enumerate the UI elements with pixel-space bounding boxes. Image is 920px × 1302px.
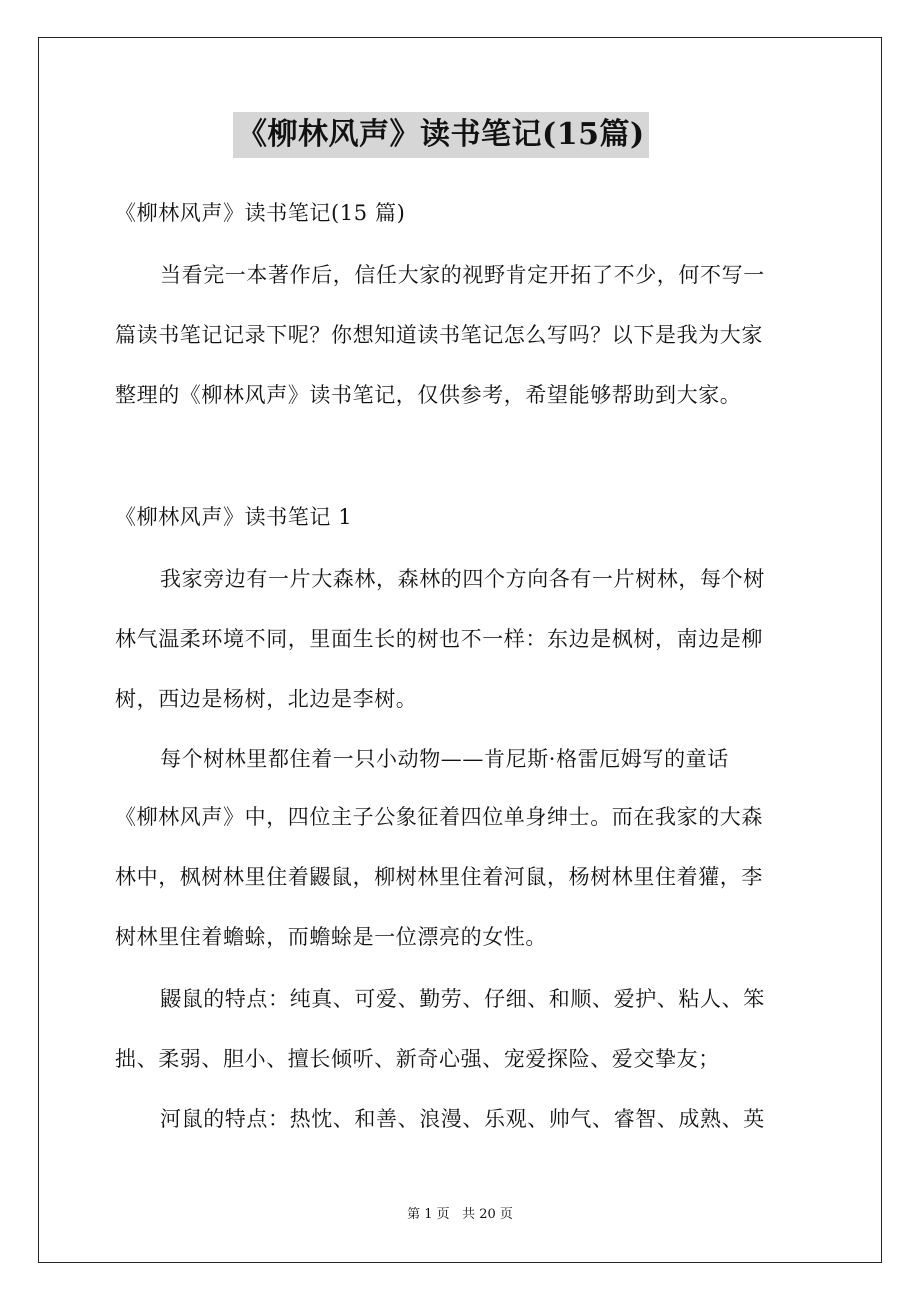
para1-line-2: 林气温柔环境不同，里面生长的树也不一样：东边是枫树，南边是柳 (115, 627, 763, 651)
section-heading-1: 《柳林风声》读书笔记 1 (115, 505, 353, 529)
intro-line-3: 整理的《柳林风声》读书笔记，仅供参考，希望能够帮助到大家。 (115, 383, 742, 407)
intro-line-2: 篇读书笔记记录下呢？你想知道读书笔记怎么写吗？以下是我为大家 (115, 323, 763, 347)
para3-line-1: 鼹鼠的特点：纯真、可爱、勤劳、仔细、和顺、爱护、粘人、笨 (160, 987, 765, 1011)
page-footer: 第 1 页 共 20 页 (407, 1207, 513, 1222)
para2-line-2: 《柳林风声》中，四位主子公象征着四位单身绅士。而在我家的大森 (115, 805, 763, 829)
document-title: 《柳林风声》读书笔记(15篇) (233, 112, 649, 158)
para1-line-3: 树，西边是杨树，北边是李树。 (115, 687, 418, 711)
subtitle-line: 《柳林风声》读书笔记(15 篇) (115, 201, 406, 225)
para3-line-2: 拙、柔弱、胆小、擅长倾听、新奇心强、宠爱探险、爱交挚友； (115, 1047, 720, 1071)
para2-line-1: 每个树林里都住着一只小动物——肯尼斯·格雷厄姆写的童话 (160, 747, 729, 771)
para1-line-1: 我家旁边有一片大森林，森林的四个方向各有一片树林，每个树 (160, 567, 765, 591)
intro-line-1: 当看完一本著作后，信任大家的视野肯定开拓了不少，何不写一 (160, 263, 765, 287)
para4-line-1: 河鼠的特点：热忱、和善、浪漫、乐观、帅气、睿智、成熟、英 (160, 1107, 765, 1131)
para2-line-4: 树林里住着蟾蜍，而蟾蜍是一位漂亮的女性。 (115, 925, 547, 949)
para2-line-3: 林中，枫树林里住着鼹鼠，柳树林里住着河鼠，杨树林里住着獾，李 (115, 865, 763, 889)
